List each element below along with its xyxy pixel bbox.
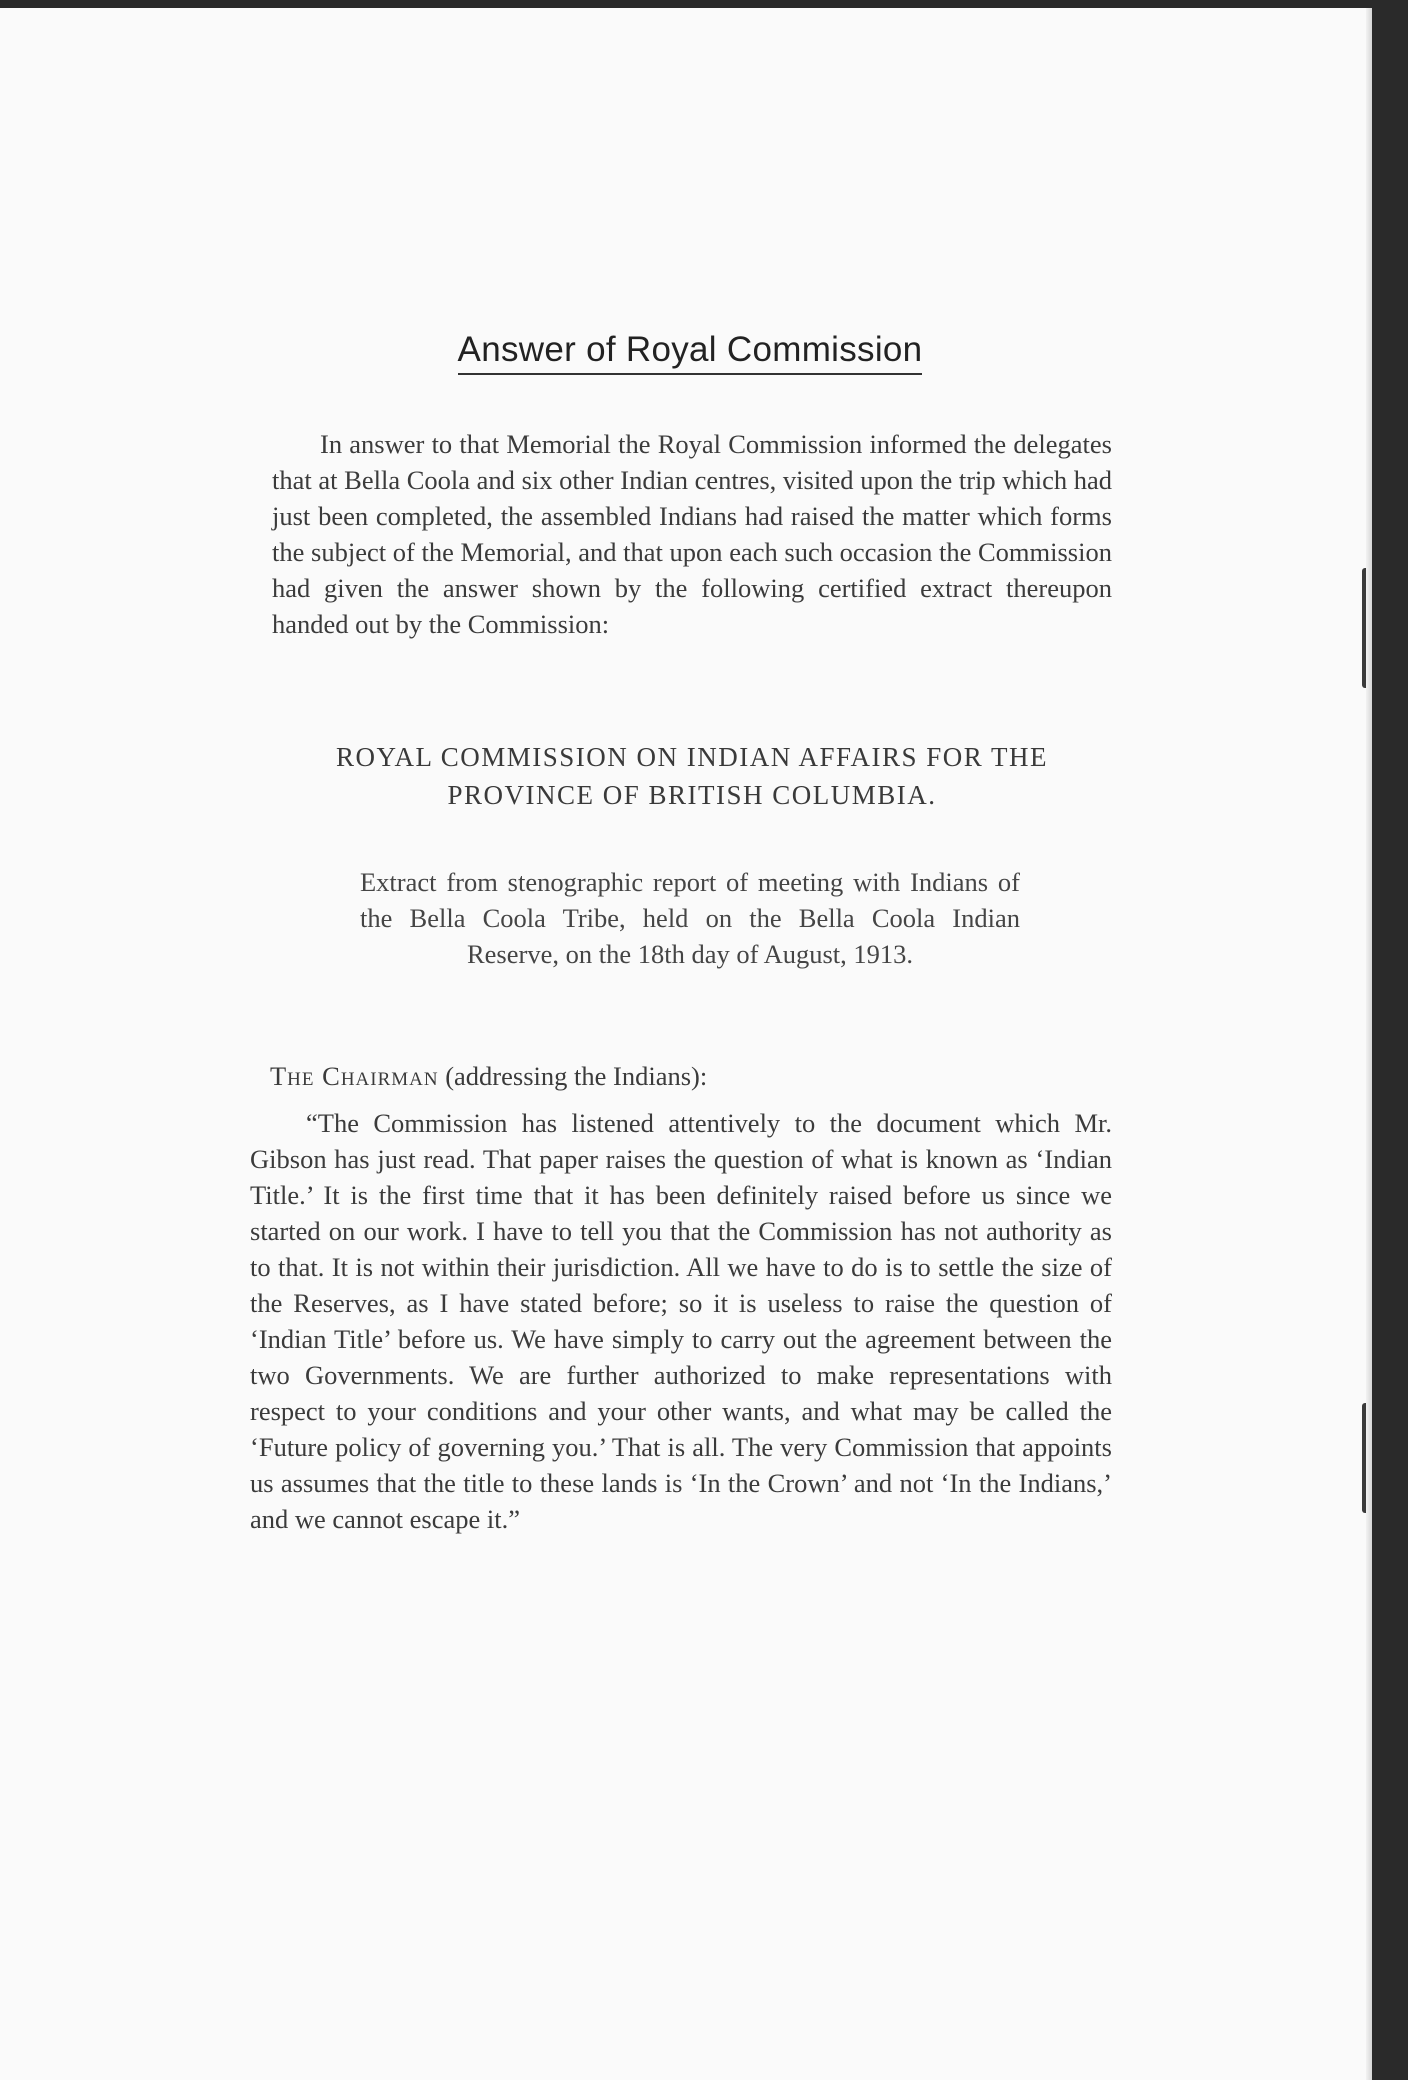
commission-heading: ROYAL COMMISSION ON INDIAN AFFAIRS FOR THE PROVINCE OF BRITISH COLUMBIA.: [335, 742, 1049, 810]
extract-note: Extract from stenographic report of meeting with Indians of the Bella Coola Tribe, held on the Bella Coola Indian Reserve, on the 18th day of August, 1913.: [360, 867, 1020, 969]
binding-mark: [1362, 1403, 1370, 1513]
intro-paragraph: In answer to that Memorial the Royal Commission informed the delegates that at Bella Coola and six other Indian centres, visited upon the trip which had just been completed, the assembled Indians had raised the matter which forms the subject of the Memorial, and that upon each such occasion the Commission had given the answer shown by the following certified extract thereupon handed out by the Commission:: [272, 429, 1112, 639]
page-title: [435, 330, 945, 375]
speaker-line: [270, 1058, 970, 1094]
binding-mark: [1362, 568, 1370, 688]
speaker-name: The Chairman: [270, 1061, 439, 1091]
page-title-text: Answer of Royal Commission: [458, 330, 923, 375]
speaker-note: (addressing the Indians):: [445, 1061, 708, 1091]
chairman-quote: “The Commission has listened attentively to the document which Mr. Gibson has just read. That paper raises the question of what is known as ‘Indian Title.’ It is the first time that it has been definitely raised before us since we started on our work. I have to tell you that the Commission has not authority as to that. It is not within their jurisdiction. All we have to do is to settle the size of the Reserves, as I have stated before; so it is useless to raise the question of ‘Indian Title’ before us. We have simply to carry out the agreement between the two Governments. We are further authorized to make representations with respect to your conditions and your other wants, and what may be called the ‘Future policy of governing you.’ That is all. The very Commission that appoints us assumes that the title to these lands is ‘In the Crown’ and not ‘In the Indians,’ and we cannot escape it.”: [250, 1108, 1112, 1534]
document-page: [0, 8, 1372, 2080]
